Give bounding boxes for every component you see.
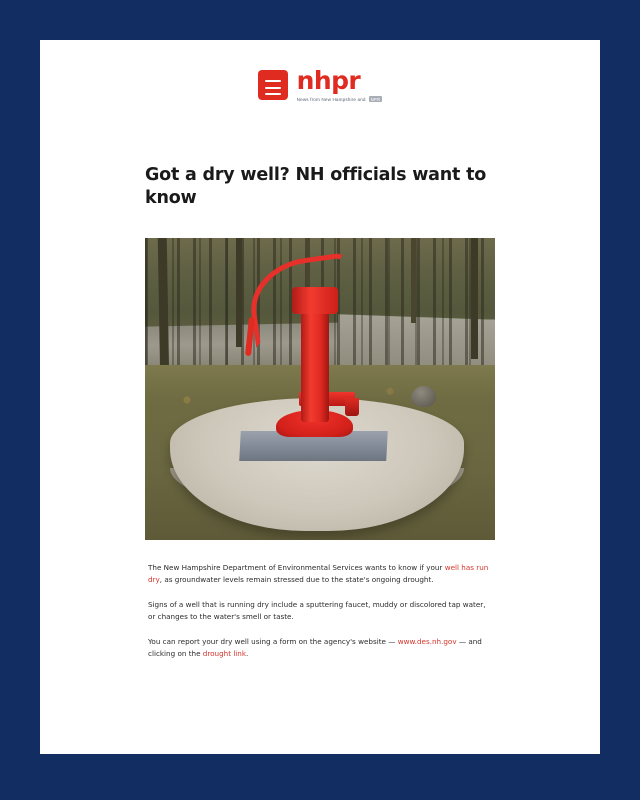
article-inline-link[interactable]: www.des.nh.gov [397,636,457,646]
logo-wordmark: nhpr [296,66,361,95]
logo-tagline [297,96,383,102]
photo-pump-spout-tip [345,398,359,416]
site-masthead [40,40,600,102]
article-text-run: You can report your dry well using a form on the agency's website — [148,636,398,646]
nhpr-logo[interactable] [258,68,383,102]
photo-rock [411,386,436,407]
logo-text-block [297,68,383,102]
article-paragraph [148,562,495,586]
article-text-run: — and clicking on the [148,636,482,658]
article-hero-photo [145,238,495,540]
article-inline-link[interactable]: drought link [202,648,247,658]
article-text-run: The New Hampshire Department of Environmental Services wants to know if your [148,563,445,573]
photo-tree-trunk [471,238,478,359]
logo-tagline-text: News from New Hampshire and [296,96,366,102]
article-text [145,562,495,659]
page-title: Got a dry well? NH officials want to know [145,165,487,209]
article-text-run: Signs of a well that is running dry include a sputtering faucet, muddy or discolored tap water, or changes to the water's smell or taste. [148,599,486,621]
article-text-run: . [246,648,249,658]
article-paragraph [148,599,495,623]
hamburger-menu-icon[interactable] [258,70,288,100]
photo-scene [145,238,495,540]
article-paragraph [148,636,495,660]
photo-tree-trunk [411,238,416,323]
npr-badge: NPR [370,96,381,102]
article-text-run: , as groundwater levels remain stressed due to the state's ongoing drought. [159,575,434,585]
article-body [40,164,600,659]
photo-tree-trunk [236,238,242,347]
article-inline-link[interactable]: well has run dry [148,563,489,585]
article-page [40,40,600,754]
